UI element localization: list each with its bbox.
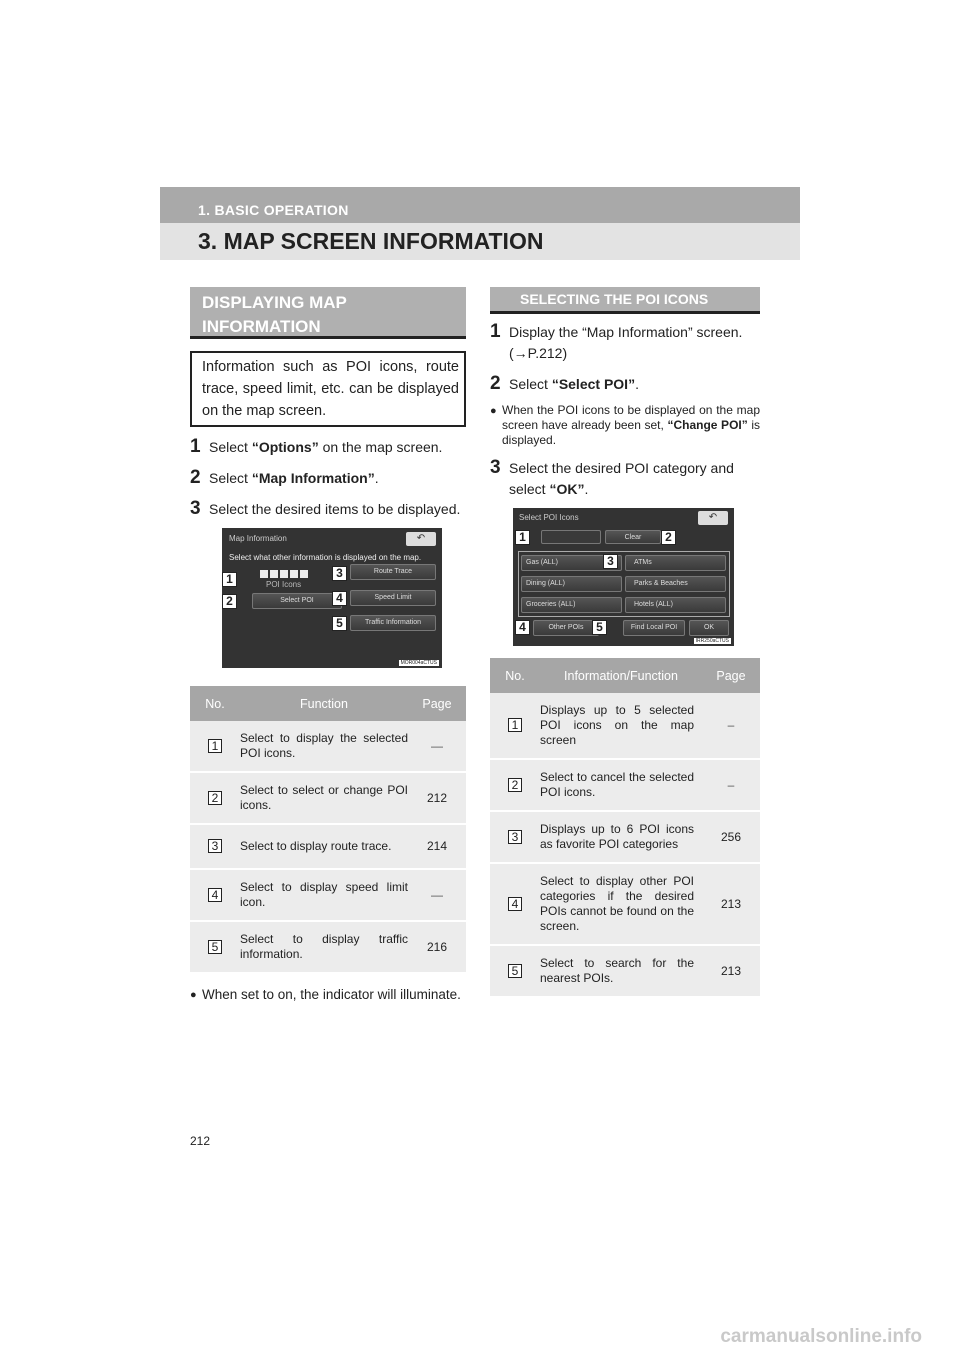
intro-box: Information such as POI icons, route trace, speed limit, etc. can be displayed on the map screen.	[190, 351, 466, 427]
step-text: .	[374, 470, 379, 486]
poi-slot-bar	[541, 530, 601, 544]
row-number: 4	[508, 897, 522, 911]
callout-4: 4	[332, 591, 347, 606]
table-header-function: Information/Function	[540, 658, 702, 693]
left-column	[190, 287, 466, 1004]
right-step-3	[490, 458, 760, 500]
step-keyword: “Select POI”	[551, 376, 636, 392]
row-page: 214	[408, 824, 466, 869]
table-header-no: No.	[490, 658, 540, 693]
row-number: 2	[208, 791, 222, 805]
row-function: Select to cancel the selected POI icons.	[540, 759, 702, 811]
step-text: on the map screen.	[318, 439, 443, 455]
right-step-2	[490, 374, 760, 395]
row-page: 216	[408, 921, 466, 973]
left-step-1	[190, 437, 466, 458]
step-text: Select	[209, 470, 252, 486]
row-page: 213	[702, 945, 760, 997]
row-number: 5	[208, 940, 222, 954]
row-page: 213	[702, 863, 760, 945]
row-function: Displays up to 5 selected POI icons on the map screen	[540, 693, 702, 759]
callout-3: 3	[332, 566, 347, 581]
bullet-text: When the POI icons to be displayed on the map screen have already been set,	[502, 403, 760, 432]
gas-category-button[interactable]: Gas (ALL)	[521, 555, 622, 571]
row-function: Select to display the selected POI icons.	[240, 721, 408, 772]
row-page: 256	[702, 811, 760, 863]
row-number: 3	[508, 830, 522, 844]
step-text: Select	[209, 439, 252, 455]
bullet-icon: ●	[490, 405, 497, 417]
left-step-3	[190, 499, 466, 520]
parks-category-button[interactable]: Parks & Beaches	[625, 576, 726, 592]
back-icon: ↶	[406, 532, 436, 546]
callout-2: 2	[222, 594, 237, 609]
row-function: Select to display traffic information.	[240, 921, 408, 973]
right-step-1	[490, 322, 760, 364]
table-header-no: No.	[190, 686, 240, 721]
table-row	[190, 721, 466, 772]
step-number: 1	[490, 321, 501, 342]
poi-slot-icon	[280, 570, 288, 578]
callout-1: 1	[515, 530, 530, 545]
left-step-2	[190, 468, 466, 489]
table-row	[190, 824, 466, 869]
chapter-title: 1. BASIC OPERATION	[198, 202, 349, 218]
table-header-page: Page	[408, 686, 466, 721]
table-row	[190, 869, 466, 921]
poi-slot-icon	[270, 570, 278, 578]
table-header-page: Page	[702, 658, 760, 693]
select-poi-icons-screenshot	[513, 508, 734, 646]
select-poi-button[interactable]: Select POI	[252, 593, 342, 609]
row-function: Select to display speed limit icon.	[240, 869, 408, 921]
image-code: IRR250aCTUS	[695, 638, 729, 644]
bullet-keyword: “Change POI”	[667, 418, 748, 432]
table-row	[490, 863, 760, 945]
speed-limit-button[interactable]: Speed Limit	[350, 590, 436, 606]
screen-subtitle: Select what other information is displayed on the map.	[229, 553, 422, 562]
row-number: 2	[508, 778, 522, 792]
row-number: 5	[508, 964, 522, 978]
page-number: 212	[190, 1134, 211, 1148]
table-row	[490, 693, 760, 759]
atms-category-button[interactable]: ATMs	[625, 555, 726, 571]
page-title: 3. MAP SCREEN INFORMATION	[198, 228, 544, 254]
row-page: –	[702, 759, 760, 811]
row-page: –	[702, 693, 760, 759]
left-function-table	[190, 686, 466, 974]
row-number: 3	[208, 839, 222, 853]
step-keyword: “Options”	[251, 439, 319, 455]
row-number: 1	[208, 739, 222, 753]
row-number: 4	[208, 888, 222, 902]
row-page: —	[408, 721, 466, 772]
right-column	[490, 287, 760, 998]
step-number: 3	[490, 457, 501, 478]
step-text: .	[584, 481, 589, 497]
row-function: Select to search for the nearest POIs.	[540, 945, 702, 997]
clear-button[interactable]: Clear	[605, 530, 661, 544]
step-text: Select the desired POI category and select	[509, 460, 734, 497]
route-trace-button[interactable]: Route Trace	[350, 564, 436, 580]
dining-category-button[interactable]: Dining (ALL)	[521, 576, 622, 592]
step-keyword: “Map Information”	[251, 470, 375, 486]
step-text: Display the “Map Information” screen. (→P.212)	[509, 324, 743, 361]
callout-5: 5	[332, 616, 347, 631]
left-section-title: DISPLAYING MAP INFORMATION	[190, 287, 466, 339]
watermark: carmanualsonline.info	[720, 1326, 922, 1347]
back-icon: ↶	[698, 511, 728, 525]
poi-slot-icon	[260, 570, 268, 578]
row-number: 1	[508, 718, 522, 732]
callout-1: 1	[222, 572, 237, 587]
chapter-header	[160, 187, 800, 223]
find-local-poi-button[interactable]: Find Local POI	[623, 620, 685, 636]
step-number: 2	[190, 467, 201, 488]
callout-5: 5	[592, 620, 607, 635]
row-page: 212	[408, 772, 466, 824]
screen-title: Select POI Icons	[519, 513, 579, 522]
bullet-text: When set to on, the indicator will illuminate.	[202, 987, 461, 1002]
map-information-screenshot	[222, 528, 442, 668]
step-text: Select	[509, 376, 552, 392]
callout-2: 2	[661, 530, 676, 545]
row-function: Select to select or change POI icons.	[240, 772, 408, 824]
screen-title: Map Information	[229, 534, 287, 543]
callout-3: 3	[603, 554, 618, 569]
traffic-information-button[interactable]: Traffic Information	[350, 615, 436, 631]
step-text: Select the desired items to be displayed.	[209, 501, 461, 517]
poi-slot-icon	[300, 570, 308, 578]
step-keyword: “OK”	[549, 481, 585, 497]
row-function: Select to display route trace.	[240, 824, 408, 869]
right-section-title: SELECTING THE POI ICONS	[490, 287, 760, 314]
hotels-category-button[interactable]: Hotels (ALL)	[625, 597, 726, 613]
other-pois-button[interactable]: Other POIs	[533, 620, 599, 636]
step-text: .	[635, 376, 639, 392]
poi-icons-label: POI Icons	[266, 580, 302, 589]
table-row	[490, 945, 760, 997]
step-number: 1	[190, 436, 201, 457]
row-function: Displays up to 6 POI icons as favorite POI categories	[540, 811, 702, 863]
right-bullet	[490, 403, 760, 448]
table-header-function: Function	[240, 686, 408, 721]
ok-button[interactable]: OK	[689, 620, 729, 636]
table-row	[190, 921, 466, 973]
image-code: MOR004aCTUS	[400, 660, 437, 666]
bullet-icon: ●	[190, 989, 197, 1001]
right-function-table	[490, 658, 760, 998]
groceries-category-button[interactable]: Groceries (ALL)	[521, 597, 622, 613]
left-bullet	[190, 986, 466, 1004]
bullet-text: is displayed.	[502, 418, 761, 447]
row-page: —	[408, 869, 466, 921]
callout-4: 4	[515, 620, 530, 635]
step-number: 2	[490, 373, 501, 394]
table-row	[190, 772, 466, 824]
section-header	[160, 223, 800, 260]
poi-slot-icon	[290, 570, 298, 578]
table-row	[490, 759, 760, 811]
step-number: 3	[190, 498, 201, 519]
row-function: Select to display other POI categories if the desired POIs cannot be found on the screen.	[540, 863, 702, 945]
table-row	[490, 811, 760, 863]
